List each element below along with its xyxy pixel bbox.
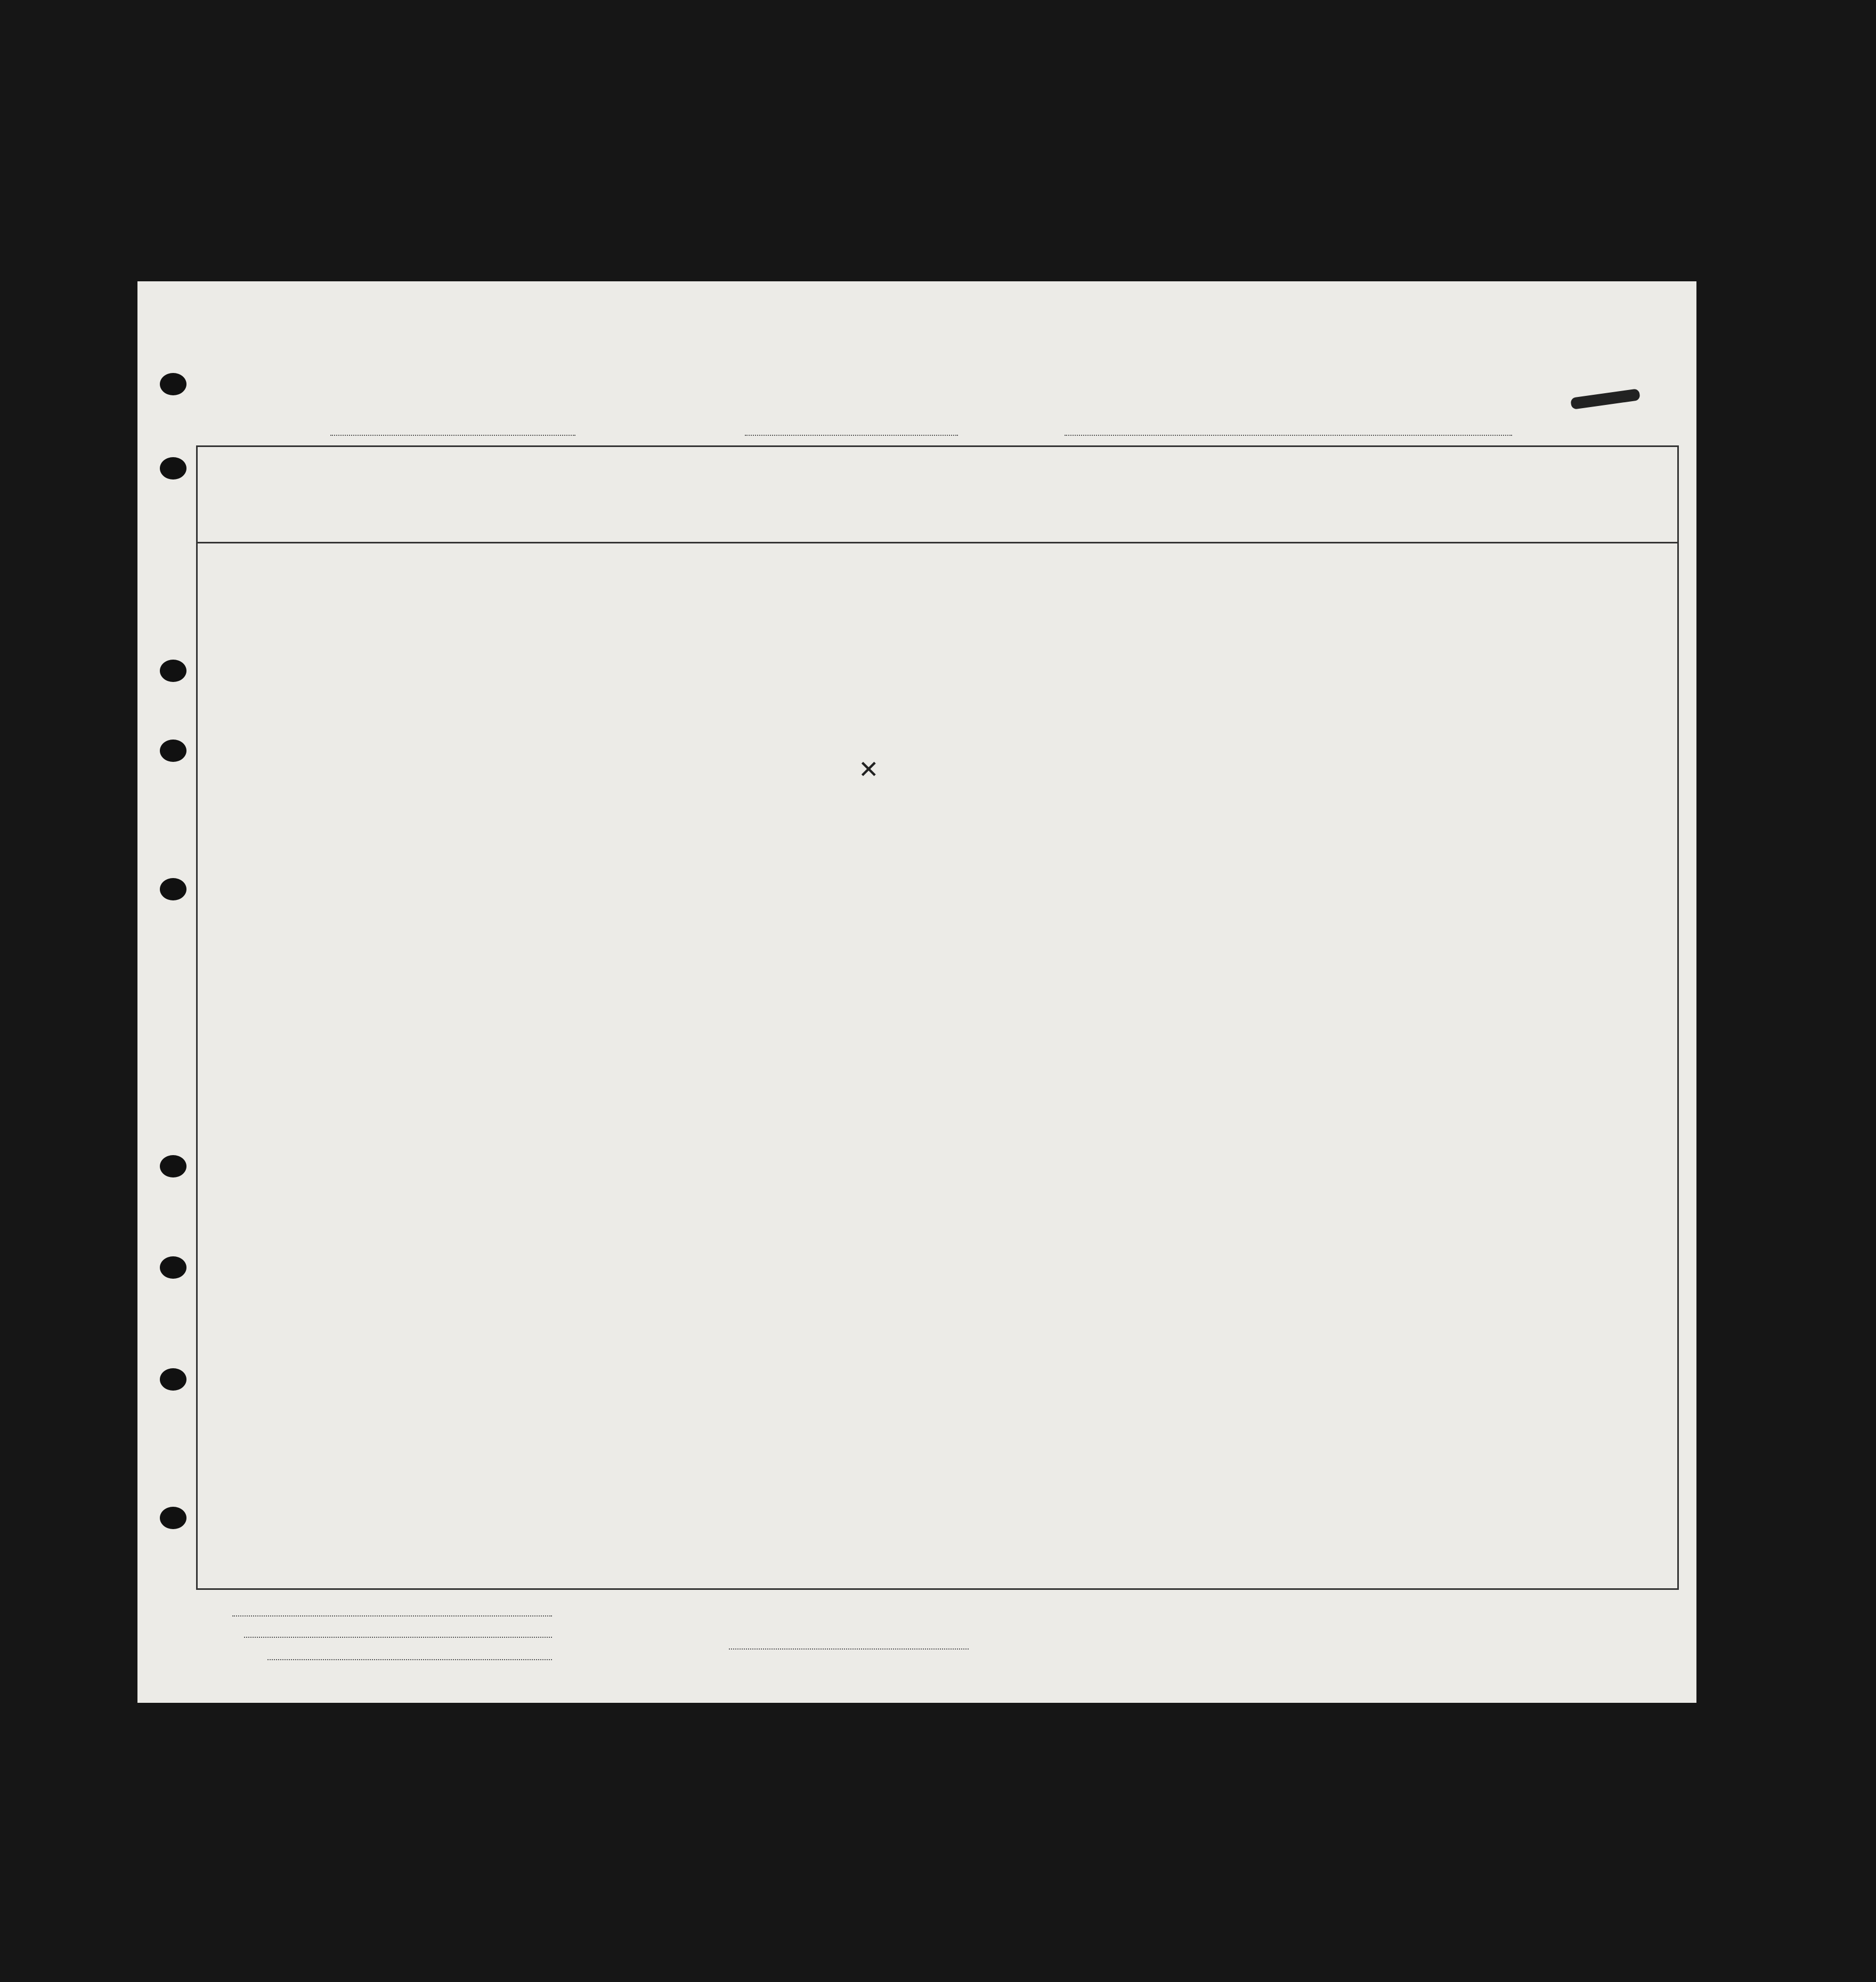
redaction-scribble xyxy=(1570,388,1641,410)
owners-underline xyxy=(244,1637,552,1638)
punch-hole xyxy=(160,1155,186,1177)
punch-hole xyxy=(160,660,186,682)
agents-underline xyxy=(267,1659,552,1660)
cross-mark: ✕ xyxy=(858,755,879,784)
punch-hole xyxy=(160,457,186,480)
sailing-underline xyxy=(745,435,958,436)
punch-hole xyxy=(160,1368,186,1391)
inspector-underline xyxy=(729,1648,969,1650)
header-divider xyxy=(198,542,1677,543)
punch-hole xyxy=(160,740,186,762)
punch-hole xyxy=(160,373,186,395)
arriving-underline xyxy=(1065,435,1512,436)
manifest-sheet xyxy=(137,281,1696,1703)
crew-manifest-table xyxy=(196,445,1679,1590)
punch-hole xyxy=(160,878,186,900)
punch-hole xyxy=(160,1256,186,1279)
line-underline xyxy=(232,1615,552,1617)
punch-hole xyxy=(160,1507,186,1529)
vessel-underline xyxy=(330,435,575,436)
